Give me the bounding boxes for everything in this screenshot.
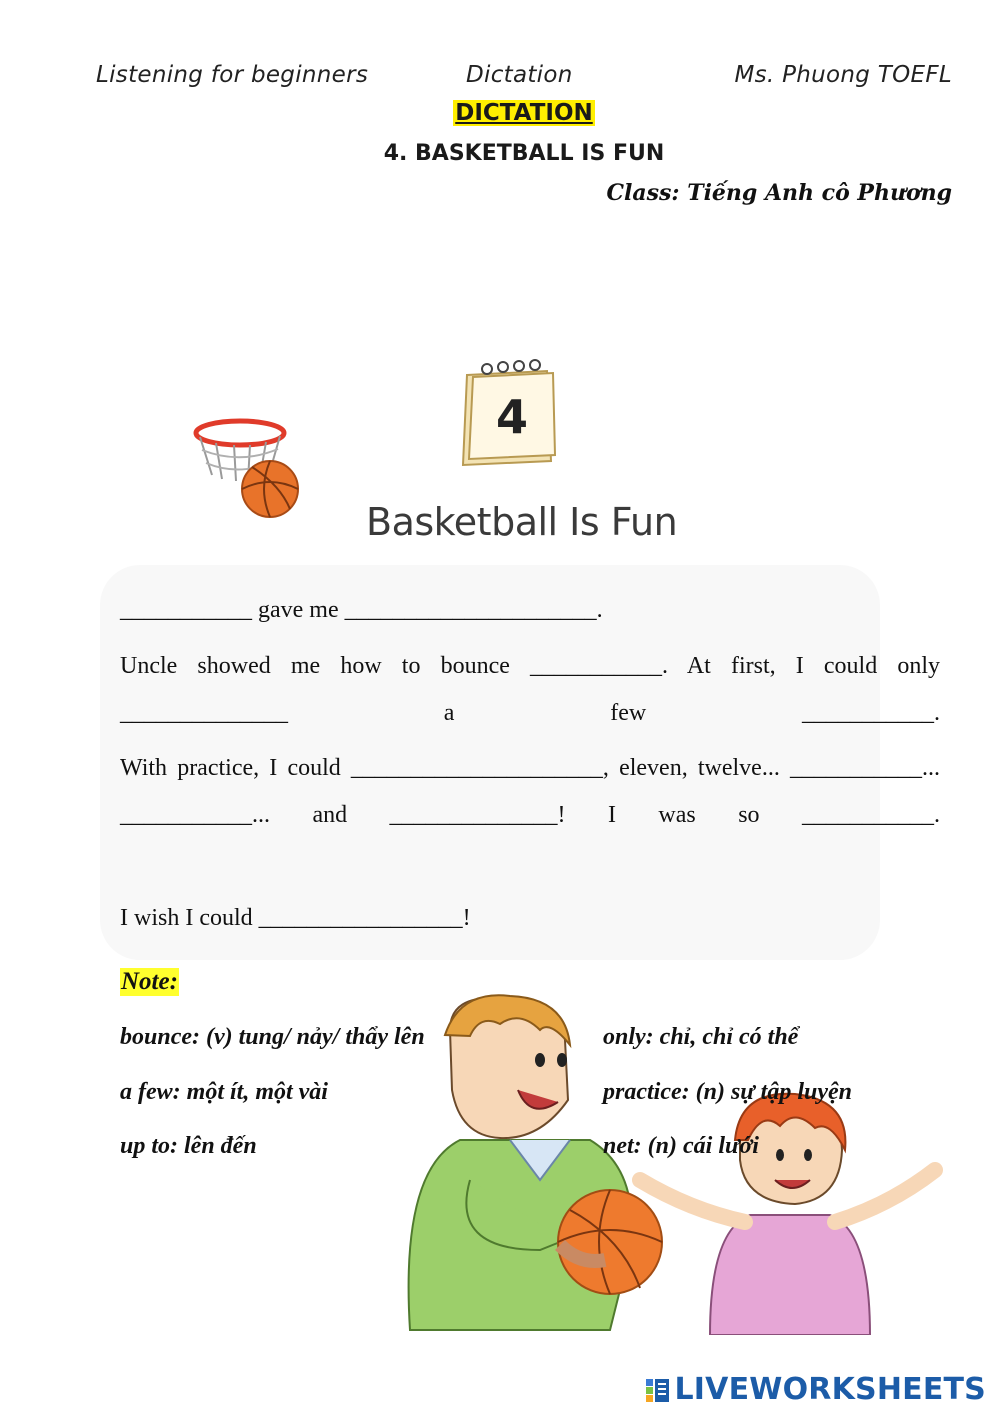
- header-course-label: Listening for beginners: [96, 62, 369, 88]
- calendar-number: 4: [495, 390, 529, 444]
- note-item: practice: (n) sự tập luyện: [603, 1079, 853, 1105]
- note-item: up to: lên đến: [120, 1133, 257, 1159]
- header-teacher-label: Ms. Phuong TOEFL: [734, 62, 952, 88]
- dictation-paragraph-3: With practice, I could _____________________, eleven, twelve... ___________... ___________... and ______________! I was so ___________.: [120, 755, 940, 828]
- dictation-paragraph-2: Uncle showed me how to bounce ___________. At first, I could only ______________ a few ___________.: [120, 653, 940, 726]
- dictation-line-1: ___________ gave me _____________________.: [120, 597, 603, 623]
- lesson-subtitle: 4. BASKETBALL IS FUN: [383, 141, 665, 166]
- illustration-title: Basketball Is Fun: [366, 500, 678, 544]
- liveworksheets-logo-icon: [645, 1377, 671, 1403]
- class-line: Class: Tiếng Anh cô Phương: [606, 180, 952, 206]
- page-title-text: DICTATION: [455, 100, 593, 126]
- note-item: a few: một ít, một vài: [120, 1079, 328, 1105]
- dictation-line-4: I wish I could _________________!: [120, 905, 471, 931]
- note-item: net: (n) cái lưới: [603, 1133, 759, 1159]
- calendar-illustration: [455, 355, 565, 475]
- note-label: Note:: [121, 968, 178, 995]
- logo-text: LIVEWORKSHEETS: [674, 1372, 986, 1407]
- basketball-hoop-illustration: [190, 405, 310, 525]
- liveworksheets-logo[interactable]: [645, 1372, 986, 1407]
- header-section-label: Dictation: [466, 62, 573, 88]
- note-item: bounce: (v) tung/ nảy/ thẩy lên: [120, 1024, 425, 1050]
- note-item: only: chỉ, chỉ có thể: [603, 1024, 799, 1050]
- page-title: [0, 100, 1000, 126]
